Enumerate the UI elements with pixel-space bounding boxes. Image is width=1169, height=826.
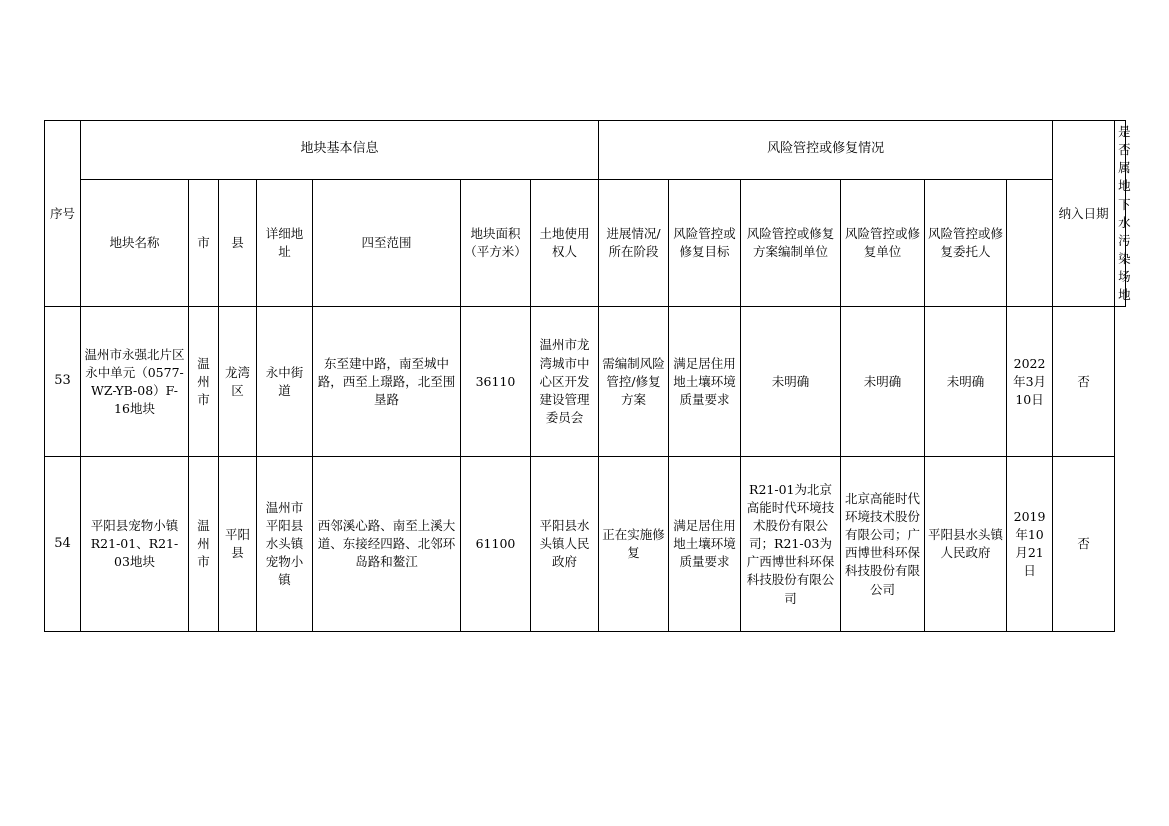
header-range: 四至范围 — [313, 179, 461, 307]
cell-index: 53 — [45, 307, 81, 457]
header-index: 序号 — [45, 121, 81, 307]
cell-range: 西邻溪心路、南至上溪大道、东接经四路、北邻环岛路和鳌江 — [313, 457, 461, 632]
cell-progress: 正在实施修复 — [599, 457, 669, 632]
cell-repair-unit: 未明确 — [841, 307, 925, 457]
cell-client: 平阳县水头镇人民政府 — [925, 457, 1007, 632]
header-progress: 进展情况/所在阶段 — [599, 179, 669, 307]
table-body — [45, 307, 1126, 632]
header-client: 风险管控或修复委托人 — [925, 179, 1007, 307]
cell-include-date: 2019年10月21日 — [1007, 457, 1053, 632]
header-address: 详细地址 — [257, 179, 313, 307]
table-header-sub-row — [45, 179, 1126, 307]
cell-progress: 需编制风险管控/修复方案 — [599, 307, 669, 457]
cell-area: 61100 — [461, 457, 531, 632]
cell-repair-unit: 北京高能时代环境技术股份有限公司；广西博世科环保科技股份有限公司 — [841, 457, 925, 632]
cell-land-user: 温州市龙湾城市中心区开发建设管理委员会 — [531, 307, 599, 457]
cell-goal: 满足居住用地土壤环境质量要求 — [669, 457, 741, 632]
cell-area: 36110 — [461, 307, 531, 457]
land-plot-table — [44, 120, 1131, 632]
header-city: 市 — [189, 179, 219, 307]
cell-goal: 满足居住用地土壤环境质量要求 — [669, 307, 741, 457]
cell-index: 54 — [45, 457, 81, 632]
table-row — [45, 457, 1126, 632]
header-underground-water: 是否属地下水污染场地 — [1115, 121, 1126, 307]
table-header-group-row — [45, 121, 1126, 180]
header-include-date: 纳入日期 — [1053, 121, 1115, 307]
cell-underground: 否 — [1053, 307, 1115, 457]
cell-county: 平阳县 — [219, 457, 257, 632]
header-repair-unit: 风险管控或修复单位 — [841, 179, 925, 307]
cell-city: 温州市 — [189, 457, 219, 632]
cell-client: 未明确 — [925, 307, 1007, 457]
cell-land-user: 平阳县水头镇人民政府 — [531, 457, 599, 632]
cell-land-name: 平阳县宠物小镇R21-01、R21-03地块 — [81, 457, 189, 632]
cell-range: 东至建中路，南至城中路，西至上璟路，北至围垦路 — [313, 307, 461, 457]
header-goal: 风险管控或修复目标 — [669, 179, 741, 307]
cell-county: 龙湾区 — [219, 307, 257, 457]
cell-city: 温州市 — [189, 307, 219, 457]
header-group-basic-info: 地块基本信息 — [81, 121, 599, 180]
cell-address: 温州市平阳县水头镇宠物小镇 — [257, 457, 313, 632]
header-area: 地块面积（平方米） — [461, 179, 531, 307]
header-group-risk-control: 风险管控或修复情况 — [599, 121, 1053, 180]
table-header — [45, 121, 1131, 307]
cell-plan-unit: 未明确 — [741, 307, 841, 457]
header-land-name: 地块名称 — [81, 179, 189, 307]
header-land-user: 土地使用权人 — [531, 179, 599, 307]
table-row — [45, 307, 1126, 457]
header-plan-unit: 风险管控或修复方案编制单位 — [741, 179, 841, 307]
cell-plan-unit: R21-01为北京高能时代环境技术股份有限公司；R21-03为广西博世科环保科技股份有限公司 — [741, 457, 841, 632]
cell-underground: 否 — [1053, 457, 1115, 632]
header-county: 县 — [219, 179, 257, 307]
cell-include-date: 2022年3月10日 — [1007, 307, 1053, 457]
cell-address: 永中街道 — [257, 307, 313, 457]
cell-land-name: 温州市永强北片区永中单元（0577-WZ-YB-08）F-16地块 — [81, 307, 189, 457]
land-plot-table-container — [44, 120, 1131, 632]
